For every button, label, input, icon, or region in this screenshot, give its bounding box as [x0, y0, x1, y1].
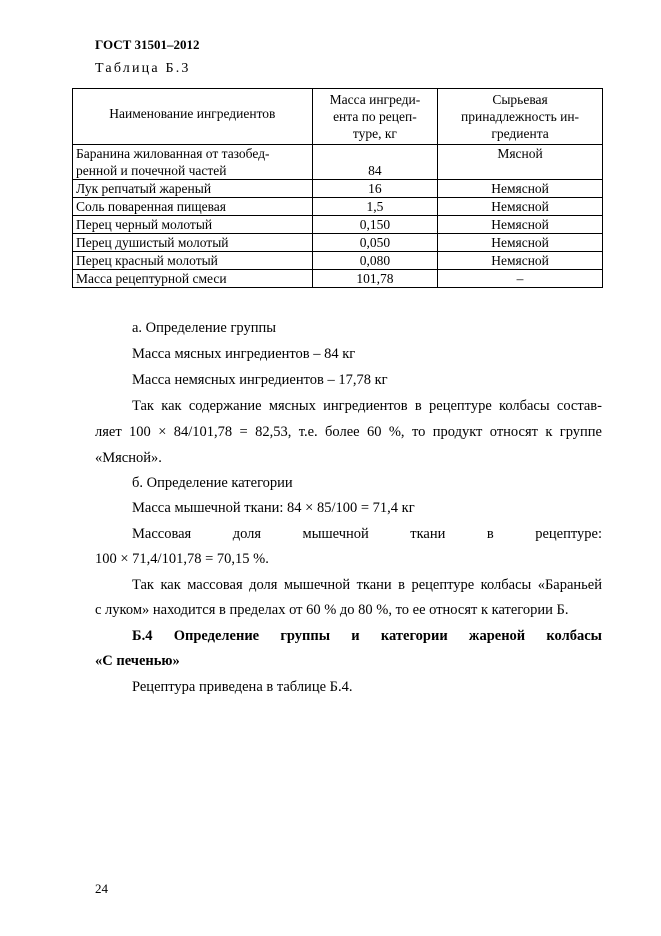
paragraph-group-heading: а. Определение группы	[132, 320, 276, 336]
cell-mass: 0,050	[312, 234, 437, 252]
table-header-row	[73, 89, 603, 145]
paragraph-meat-content-line: Так как содержание мясных ингредиентов в рецептуре колбасы состав-	[132, 398, 602, 414]
header-name: Наименование ингредиентов	[73, 89, 313, 145]
cell-name	[73, 145, 313, 180]
ingredients-table	[72, 88, 603, 288]
header-category-line: Сырьевая	[492, 92, 548, 107]
paragraph-muscle-share-line: Массовая доля мышечной ткани в рецептуре:	[132, 526, 602, 542]
cell-category: Немясной	[438, 252, 603, 270]
table-row	[73, 216, 603, 234]
paragraph-meat-mass: Масса мясных ингредиентов – 84 кг	[132, 346, 356, 362]
paragraph-recipe-reference: Рецептура приведена в таблице Б.4.	[132, 679, 353, 695]
header-category-line: гредиента	[491, 126, 549, 141]
cell-mass: 16	[312, 180, 437, 198]
section-heading-line: «С печенью»	[95, 653, 180, 669]
cell-name: Лук репчатый жареный	[73, 180, 313, 198]
cell-name-line: Баранина жилованная от тазобед-	[76, 146, 270, 161]
header-category-line: принадлежность ин-	[461, 109, 580, 124]
page-number: 24	[95, 881, 108, 896]
cell-mass: 0,080	[312, 252, 437, 270]
cell-name: Масса рецептурной смеси	[73, 270, 313, 288]
cell-category: Немясной	[438, 234, 603, 252]
cell-category: Немясной	[438, 216, 603, 234]
cell-mass: 1,5	[312, 198, 437, 216]
cell-name: Перец красный молотый	[73, 252, 313, 270]
cell-category: –	[438, 270, 603, 288]
header-mass-line: Масса ингреди-	[329, 92, 421, 107]
cell-name-line: ренной и почечной частей	[76, 163, 227, 178]
cell-category: Мясной	[438, 145, 603, 180]
paragraph-muscle-mass: Масса мышечной ткани: 84 × 85/100 = 71,4 кг	[132, 500, 415, 516]
paragraph-meat-content-line: «Мясной».	[95, 450, 162, 466]
paragraph-meat-content-line: ляет 100 × 84/101,78 = 82,53, т.е. более 60 %, то продукт относят к группе	[95, 424, 602, 440]
paragraph-category-heading: б. Определение категории	[132, 475, 293, 491]
paragraph-category-conclusion-line: с луком» находится в пределах от 60 % до 80 %, то ее относят к категории Б.	[95, 602, 569, 618]
header-category	[438, 89, 603, 145]
cell-category: Немясной	[438, 198, 603, 216]
cell-mass: 101,78	[312, 270, 437, 288]
cell-name: Перец душистый молотый	[73, 234, 313, 252]
table-row	[73, 252, 603, 270]
table-caption: Таблица Б.3	[95, 61, 191, 76]
header-mass-line: туре, кг	[352, 126, 397, 141]
table-row	[73, 180, 603, 198]
table-row	[73, 234, 603, 252]
table-row	[73, 198, 603, 216]
section-heading-line: Б.4 Определение группы и категории жареной колбасы	[132, 628, 602, 644]
cell-mass: 0,150	[312, 216, 437, 234]
paragraph-category-conclusion-line: Так как массовая доля мышечной ткани в рецептуре колбасы «Бараньей	[132, 577, 602, 593]
cell-category: Немясной	[438, 180, 603, 198]
table-row	[73, 145, 603, 180]
header-mass	[312, 89, 437, 145]
header-mass-line: ента по рецеп-	[333, 109, 417, 124]
cell-mass: 84	[312, 145, 437, 180]
table-row	[73, 270, 603, 288]
standard-header: ГОСТ 31501–2012	[95, 37, 200, 52]
cell-name: Перец черный молотый	[73, 216, 313, 234]
paragraph-nonmeat-mass: Масса немясных ингредиентов – 17,78 кг	[132, 372, 388, 388]
cell-name: Соль поваренная пищевая	[73, 198, 313, 216]
paragraph-muscle-share-line: 100 × 71,4/101,78 = 70,15 %.	[95, 551, 269, 567]
